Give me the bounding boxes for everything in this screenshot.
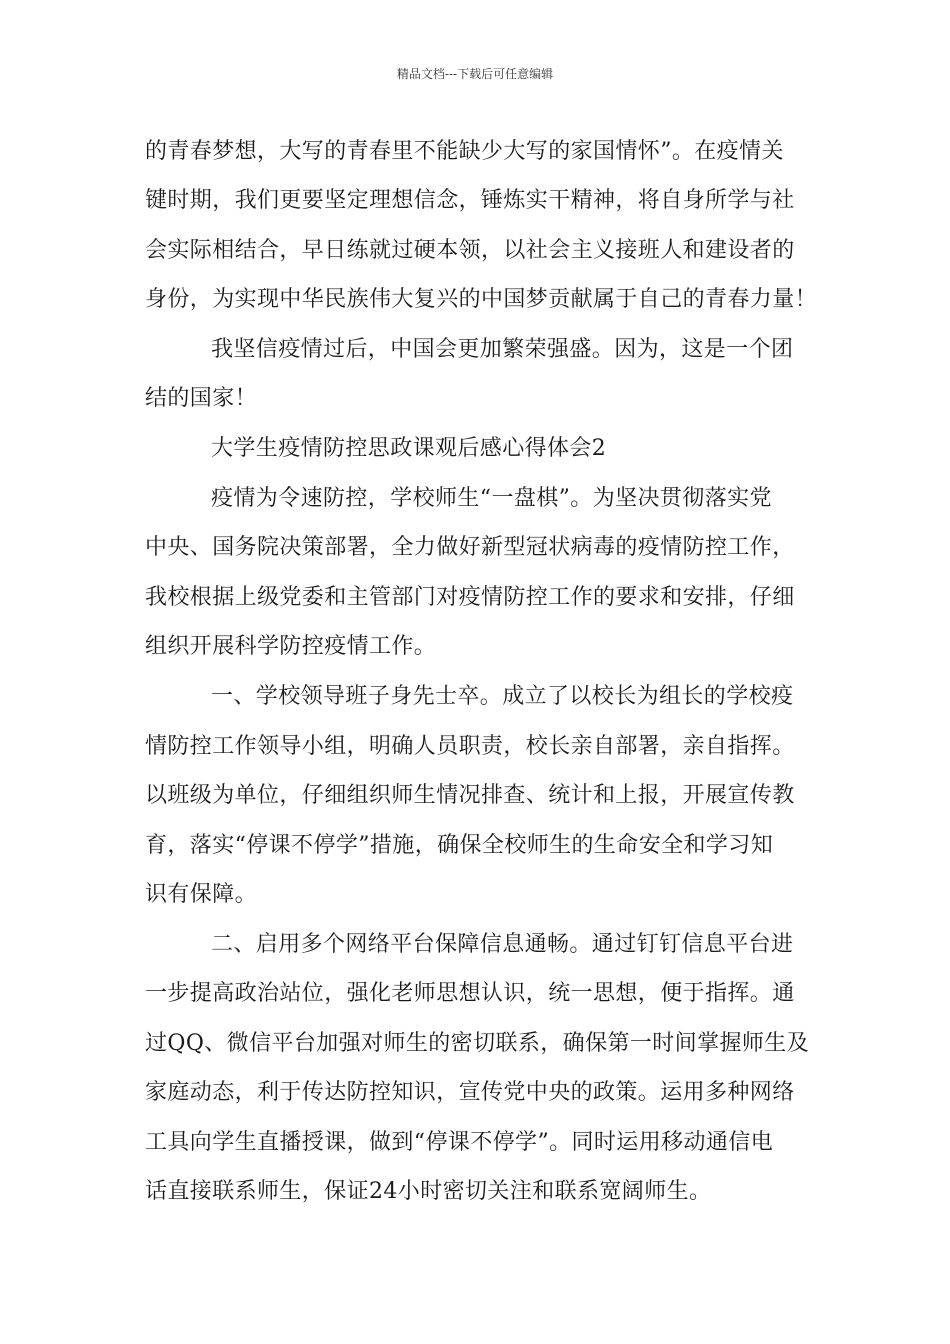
text-line: 情防控工作领导小组，明确人员职责，校长亲自部署，亲自指挥。 — [145, 734, 795, 759]
text-line: 疫情为令速防控，学校师生“一盘棋”。为坚决贯彻落实党 — [211, 486, 772, 511]
text-line: 家庭动态，利于传达防控知识，宣传党中央的政策。运用多种网络 — [145, 1080, 795, 1105]
text-line: 以班级为单位，仔细组织师生情况排查、统计和上报，开展宣传教 — [145, 783, 795, 808]
text-line: 一、学校领导班子身先士卒。成立了以校长为组长的学校疫 — [211, 684, 794, 709]
text-line: 键时期，我们更要坚定理想信念，锤炼实干精神，将自身所学与社 — [145, 188, 795, 213]
text-line: 身份，为实现中华民族伟大复兴的中国梦贡献属于自己的青春力量！ — [145, 287, 818, 312]
text-line: 工具向学生直播授课，做到“停课不停学”。同时运用移动通信电 — [145, 1130, 774, 1155]
text-line: 的青春梦想，大写的青春里不能缺少大写的家国情怀”。在疫情关 — [145, 139, 784, 164]
text-line: 一步提高政治站位，强化老师思想认识，统一思想，便于指挥。通 — [145, 981, 795, 1006]
text-line: 中央、国务院决策部署，全力做好新型冠状病毒的疫情防控工作， — [145, 535, 795, 560]
text-line: 二、启用多个网络平台保障信息通畅。通过钉钉信息平台进 — [211, 932, 794, 957]
text-line: 过QQ、微信平台加强对师生的密切联系，确保第一时间掌握师生及 — [145, 1031, 810, 1056]
text-line: 组织开展科学防控疫情工作。 — [145, 634, 437, 659]
text-line: 识有保障。 — [145, 882, 258, 907]
section-heading: 大学生疫情防控思政课观后感心得体会2 — [211, 436, 607, 461]
text-line: 育，落实“停课不停学”措施，确保全校师生的生命安全和学习知 — [145, 833, 774, 858]
text-line: 我坚信疫情过后，中国会更加繁荣强盛。因为，这是一个团 — [211, 337, 794, 362]
text-line: 会实际相结合，早日练就过硬本领，以社会主义接班人和建设者的 — [145, 238, 795, 263]
text-line: 结的国家！ — [145, 386, 258, 411]
text-line: 话直接联系师生，保证24小时密切关注和联系宽阔师生。 — [145, 1179, 712, 1204]
page-header: 精品文档---下载后可任意编辑 — [396, 67, 554, 81]
text-line: 我校根据上级党委和主管部门对疫情防控工作的要求和安排，仔细 — [145, 585, 795, 610]
